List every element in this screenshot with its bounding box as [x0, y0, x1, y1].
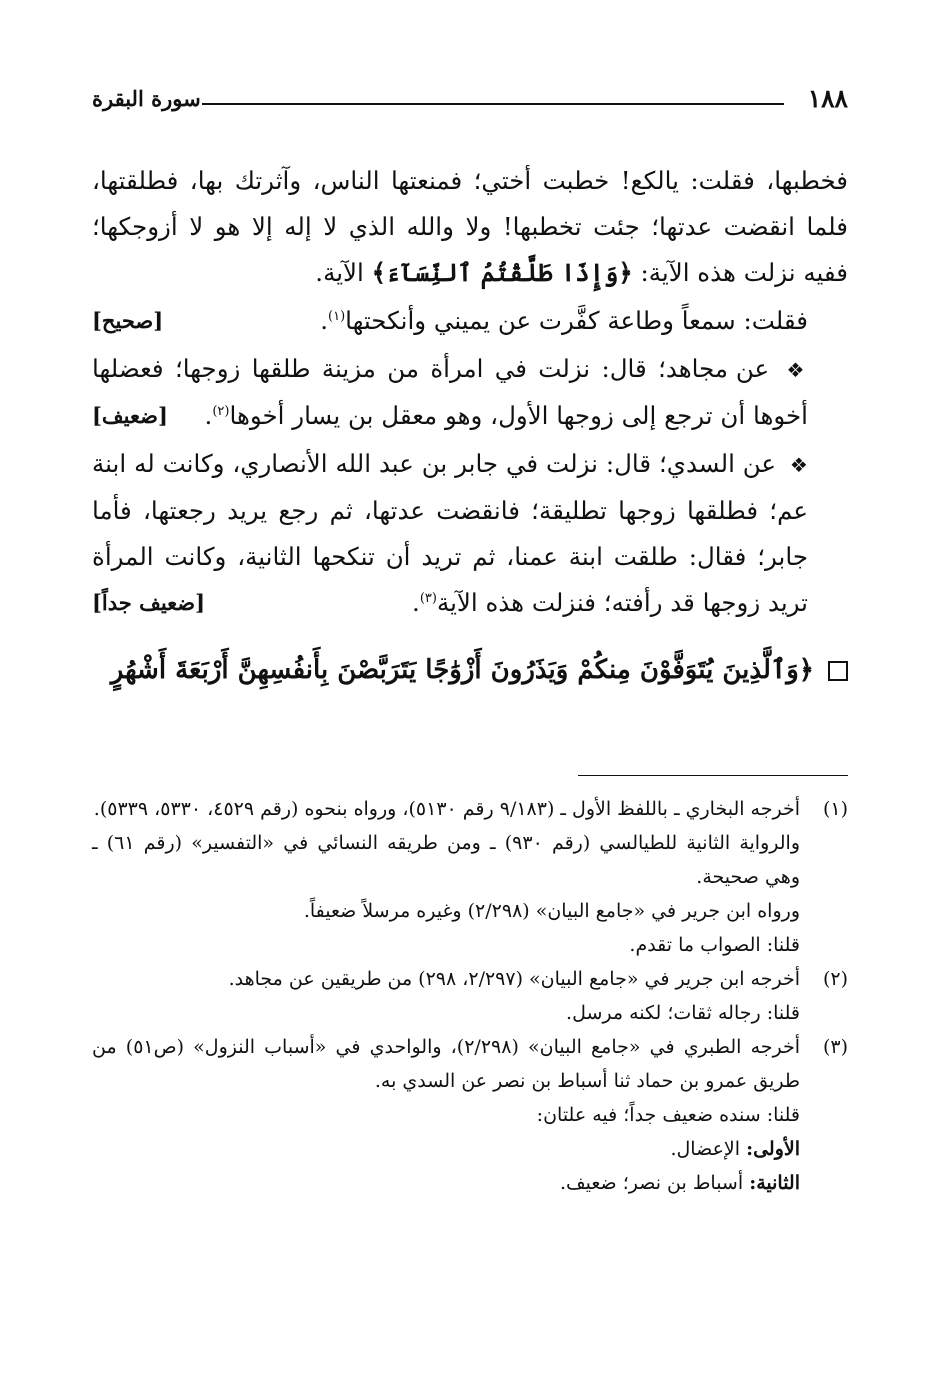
footnote-item [92, 1132, 848, 1166]
paragraph-1 [92, 158, 848, 296]
diamond-bullet-icon: ❖ [786, 358, 808, 382]
grade-badge-sahih: [صحيح] [92, 308, 164, 333]
page-header [92, 84, 848, 124]
paragraph-1-end: الآية. [315, 258, 364, 287]
footnote-text: قلنا: رجاله ثقات؛ لكنه مرسل. [566, 1002, 800, 1024]
diamond-bullet-icon: ❖ [789, 453, 808, 477]
verse-text: ﴿وَٱلَّذِينَ يُتَوَفَّوْنَ مِنكُمْ وَيَذَرُونَ أَزْوَٰجًا يَتَرَبَّصْنَ بِأَنفُسِهِنَّ أَرْبَعَةَ أَشْهُرٍ [110, 655, 814, 685]
header-rule [202, 103, 784, 105]
page-number: ١٨٨ [807, 84, 848, 113]
quran-quote: ﴿وَإِذَا طَلَّقْتُمُ ٱلنِّسَآءَ﴾ [371, 258, 633, 287]
footnote-text: أخرجه ابن جرير في «جامع البيان» (٢/٢٩٧، ٢٩٨) من طريقين عن مجاهد. [228, 968, 800, 990]
verse-heading [92, 644, 848, 696]
footnote-number: (٢) [822, 968, 848, 990]
footnote-text: قلنا: سنده ضعيف جداً؛ فيه علتان: [536, 1104, 800, 1126]
footnote-text: الإعضال. [670, 1138, 741, 1160]
paragraph-4: ❖ عن السدي؛ قال: نزلت في جابر بن عبد الله الأنصاري، وكانت له ابنة عم؛ فطلقها زوجها تطليقة؛ فانقضت عدتها، ثم رجع يريد رجعتها، فأما جابر؛ فقال: طلقت ابنة عمنا، ثم تريد أن تنكحها الثانية، وكانت المرأة تريد زوجها قد رأفته؛ فنزلت هذه الآية$^{(٣)}$. [ضعيف جداً] [92, 441, 848, 626]
surah-title: سورة البقرة [92, 86, 201, 111]
footnote-3 [92, 1030, 848, 1098]
grade-badge-daif-jiddan: [ضعيف جداً] [92, 590, 206, 615]
footnote-text: ورواه ابن جرير في «جامع البيان» (٢/٢٩٨) وغيره مرسلاً ضعيفاً. [303, 900, 800, 922]
footnote-ref-2[interactable]: (٢) [212, 403, 230, 419]
footnote-text: قلنا: الصواب ما تقدم. [629, 934, 800, 956]
paragraph-4-text: عن السدي؛ قال: نزلت في جابر بن عبد الله الأنصاري، وكانت له ابنة عم؛ فطلقها زوجها تطليقة؛ فانقضت عدتها، ثم رجع يريد رجعتها، فأما جابر؛ فقال: طلقت ابنة عمنا، ثم تريد أن تنكحها الثانية، وكانت المرأة تريد زوجها قد رأفته؛ فنزلت هذه الآية [92, 449, 808, 617]
footnote-text: أسباط بن نصر؛ ضعيف. [559, 1172, 744, 1194]
footnote-ref-3[interactable]: (٣) [419, 590, 437, 606]
footnote-label: الأولى: [746, 1138, 800, 1160]
footnote-number: (١) [822, 798, 848, 820]
paragraph-1-text: فخطبها، فقلت: يالكع! خطبت أختي؛ فمنعتها الناس، وآثرتك بها، فطلقتها، فلما انقضت عدتها؛ جئت تخطبها! ولا والله الذي لا إله إلا هو لا أزوجكها؛ ففيه نزلت هذه الآية: [92, 166, 848, 287]
paragraph-3: ❖ عن مجاهد؛ قال: نزلت في امرأة من مزينة طلقها زوجها؛ فعضلها أخوها أن ترجع إلى زوجها الأول، وهو معقل بن يسار أخوها$^{(٢)}$. [ضعيف] [92, 346, 848, 439]
square-box-icon [828, 661, 848, 681]
footnote-1 [92, 792, 848, 826]
book-page [92, 0, 848, 1377]
footnotes [92, 792, 848, 1200]
footnote-ref-1[interactable]: (١) [328, 308, 346, 324]
footnote-number: (٣) [822, 1036, 848, 1058]
footnote-text: والرواية الثانية للطيالسي (رقم ٩٣٠) ـ ومن طريقه النسائي في «التفسير» (رقم ٦١) ـ وهي صحيحة. [92, 832, 800, 888]
paragraph-3-text: عن مجاهد؛ قال: نزلت في امرأة من مزينة طلقها زوجها؛ فعضلها أخوها أن ترجع إلى زوجها الأول، وهو معقل بن يسار أخوها [92, 354, 808, 430]
footnote-item [92, 1166, 848, 1200]
grade-badge-daif: [ضعيف] [92, 403, 168, 428]
footnote-2 [92, 962, 848, 996]
main-text [92, 158, 848, 696]
paragraph-2-text: فقلت: سمعاً وطاعة كفَّرت عن يميني وأنكحتها [345, 306, 808, 335]
footnote-text: أخرجه البخاري ـ باللفظ الأول ـ (٩/١٨٣ رقم ٥١٣٠)، ورواه بنحوه (رقم ٤٥٢٩، ٥٣٣٠، ٥٣٣٩). [93, 798, 800, 820]
footnote-text: أخرجه الطبري في «جامع البيان» (٢/٢٩٨)، والواحدي في «أسباب النزول» (ص٥١) من طريق عمرو بن حماد ثنا أسباط بن نصر عن السدي به. [92, 1036, 801, 1092]
footnote-divider [578, 775, 848, 776]
footnote-label: الثانية: [749, 1172, 800, 1194]
paragraph-2: [صحيح] فقلت: سمعاً وطاعة كفَّرت عن يميني وأنكحتها$^{(١)}$. [92, 298, 848, 344]
